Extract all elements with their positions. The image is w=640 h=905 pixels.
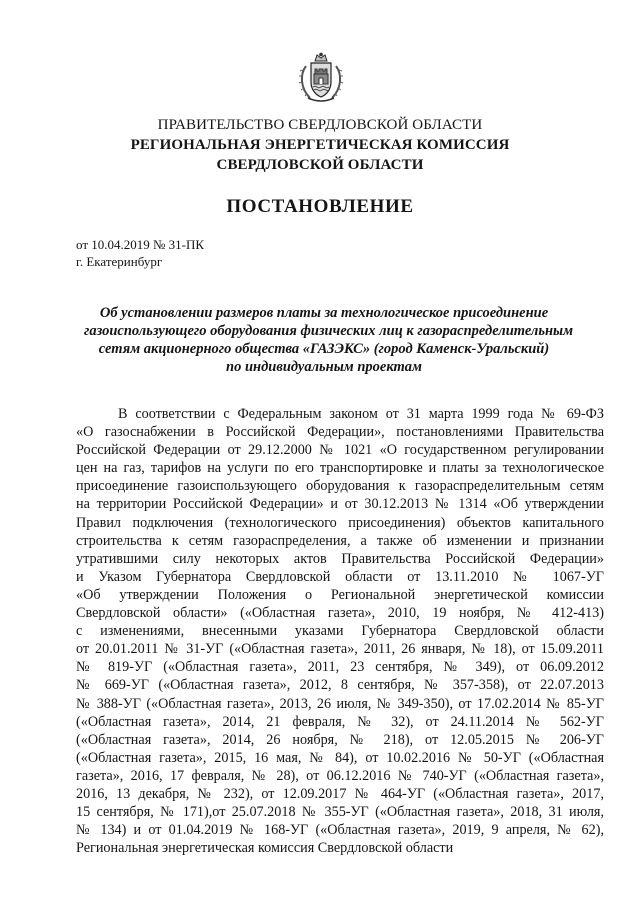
coat-of-arms-icon xyxy=(298,52,344,106)
body-line: «Об утверждении Положения о Региональной энергетической комиссии xyxy=(76,586,604,603)
body-line: № 134) и от 01.04.2019 № 168-УГ («Областная газета», 2019, 9 апреля, № 62), xyxy=(76,822,604,839)
body-line: В соответствии с Федеральным законом от 31 марта 1999 года № 69-ФЗ xyxy=(118,406,604,422)
document-city: г. Екатеринбург xyxy=(76,254,163,269)
body-line: Правил подключения (технологического присоединения) объектов капитального xyxy=(76,514,604,531)
body-line: «О газоснабжении в Российской Федерации», постановлениями Правительства xyxy=(76,424,604,441)
body-line: от 20.01.2011 № 31-УГ («Областная газета», 2011, 26 января, № 18), от 15.09.2011 xyxy=(76,641,604,658)
document-type-title: ПОСТАНОВЛЕНИЕ xyxy=(226,196,414,217)
body-line: («Областная газета», 2015, 16 мая, № 84), от 10.02.2016 № 50-УГ («Областная xyxy=(76,749,604,766)
document-subject xyxy=(84,304,574,376)
body-line: строительства к сетям газораспределения, а также об изменении и признании xyxy=(76,532,604,549)
subject-line: сетям акционерного общества «ГАЗЭКС» (город Каменск-Уральский) xyxy=(98,341,550,357)
body-line: на территории Российской Федерации» и от 30.12.2013 № 1314 «Об утверждении xyxy=(76,496,604,513)
body-line: и Указом Губернатора Свердловской области от 13.11.2010 № 1067-УГ xyxy=(76,568,604,585)
body-line: цен на газ, тарифов на услуги по его транспортировке и платы за технологическое xyxy=(76,460,604,477)
commission-name-line1: РЕГИОНАЛЬНАЯ ЭНЕРГЕТИЧЕСКАЯ КОМИССИЯ xyxy=(130,137,510,153)
body-line: Свердловской области» («Областная газета», 2010, 19 ноября, № 412-413) xyxy=(76,605,604,622)
body-line: Региональная энергетическая комиссия Свердловской области xyxy=(76,840,454,857)
body-line: № 669-УГ («Областная газета», 2012, 8 сентября, № 357-358), от 22.07.2013 xyxy=(76,677,604,694)
body-line: газета», 2016, 17 февраля, № 28), от 06.12.2016 № 740-УГ («Областная газета», xyxy=(76,767,604,784)
body-line: присоединение газоиспользующего оборудования к газораспределительным сетям xyxy=(76,478,604,495)
document-date-number: от 10.04.2019 № 31-ПК xyxy=(76,237,205,252)
body-line: № 819-УГ («Областная газета», 2011, 23 сентября, № 349), от 06.09.2012 xyxy=(76,659,604,676)
commission-name-line2: СВЕРДЛОВСКОЙ ОБЛАСТИ xyxy=(216,157,424,173)
body-line: («Областная газета», 2014, 21 февраля, № 32), от 24.11.2014 № 562-УГ xyxy=(76,713,604,730)
subject-line: по индивидуальным проектам xyxy=(226,359,422,375)
subject-line: газоиспользующего оборудования физических лиц к газораспределительным xyxy=(84,323,574,339)
body-line: с изменениями, внесенными указами Губернатора Свердловской области xyxy=(76,623,604,640)
subject-line: Об установлении размеров платы за технологическое присоединение xyxy=(99,305,549,321)
body-line: № 388-УГ («Областная газета», 2013, 26 июля, № 349-350), от 17.02.2014 № 85-УГ xyxy=(76,695,604,712)
body-line: утратившими силу некоторых актов Правительства Российской Федерации» xyxy=(76,550,604,567)
document-body xyxy=(76,405,604,857)
government-name: ПРАВИТЕЛЬСТВО СВЕРДЛОВСКОЙ ОБЛАСТИ xyxy=(157,117,483,133)
body-line: («Областная газета», 2014, 26 ноября, № 218), от 12.05.2015 № 206-УГ xyxy=(76,731,604,748)
body-line: 15 сентября, № 171),от 25.07.2018 № 355-УГ («Областная газета», 2018, 31 июля, xyxy=(76,804,604,821)
body-line: Российской Федерации от 29.12.2000 № 1021 «О государственном регулировании xyxy=(76,442,604,459)
body-line: 2016, 13 декабря, № 232), от 12.09.2017 № 464-УГ («Областная газета», 2017, xyxy=(76,785,604,802)
